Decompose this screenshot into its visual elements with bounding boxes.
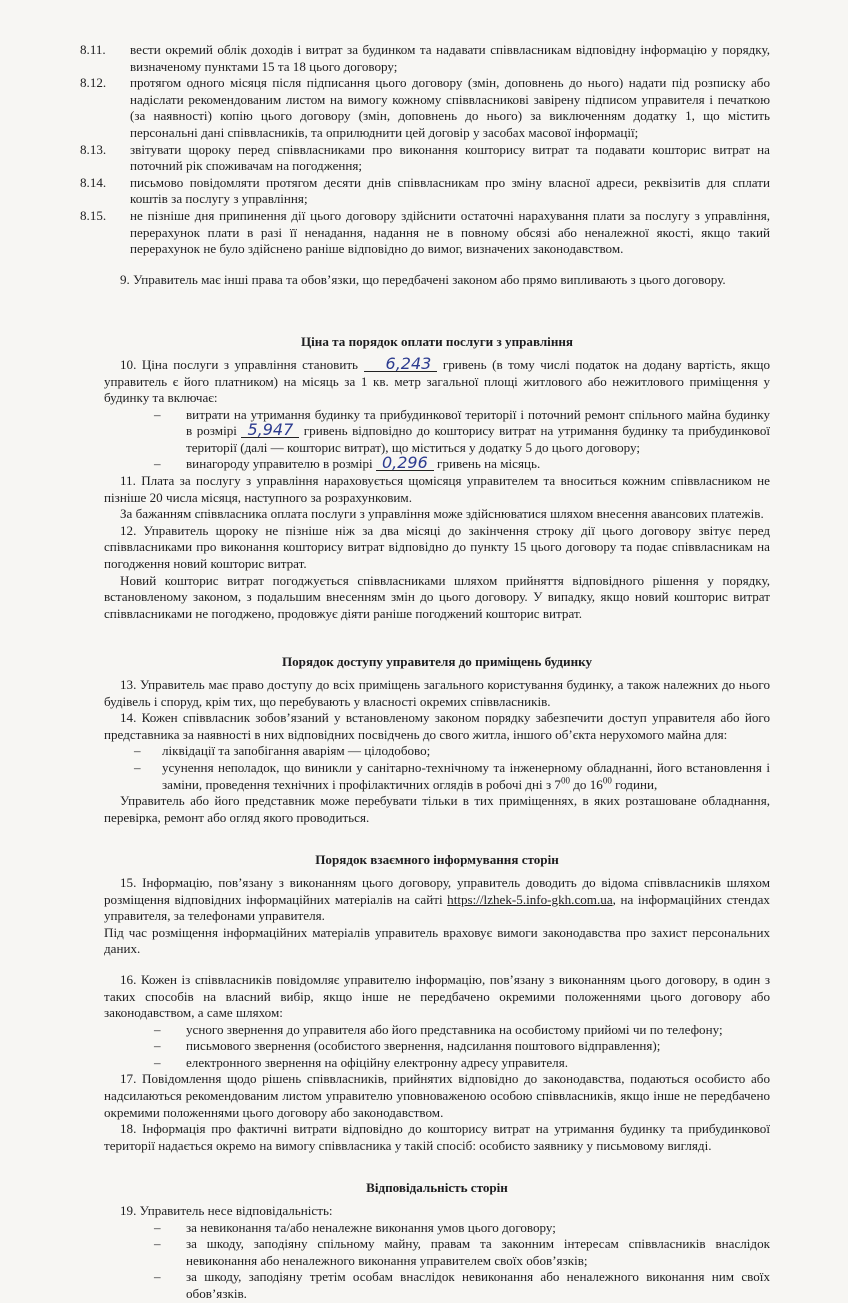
resp-bullet-property-damage [104, 1236, 770, 1269]
resp-bullet-nonperformance [104, 1220, 770, 1237]
clause-11-advance: За бажанням співвласника оплата послуги з управління може здійснюватися шляхом внесення авансових платежів. [120, 506, 764, 522]
bullet-text: за шкоду, заподіяну третім особам внаслідок невиконання або неналежного виконання ним своїх обов’язків. [186, 1269, 770, 1301]
info-bullet-oral [104, 1022, 770, 1039]
clause-text: вести окремий облік доходів і витрат за будинком та надавати співвласникам відповідну інформацію у порядку, визначеному пунктами 15 та 18 цього договору; [130, 42, 770, 74]
dash-marker: – [154, 1269, 161, 1285]
clause-15-privacy: Під час розміщення інформаційних матеріалів управитель враховує вимоги законодавства про захист персональних даних. [104, 924, 770, 957]
clause-16: 16. Кожен із співвласників повідомляє управителю інформацію, пов’язану з виконанням цього договору, в один з таких способів на власний вибір, якщо інше не передбачено окремими положеннями цього договору або законодавством, а саме шляхом: [104, 971, 770, 1021]
dash-marker: – [154, 456, 161, 472]
clause-17: 17. Повідомлення щодо рішень співвласників, прийнятих відповідно до законодавства, подаються особисто або надсилаються рекомендованим листом управителю уповноваженою особою співвласників, якщо інше не передбачено окремими положеннями цього договору або законодавством. [104, 1071, 770, 1120]
clause-9: 9. Управитель має інші права та обов’язки, що передбачені законом або прямо випливають з цього договору. [120, 271, 726, 287]
bullet-text: витрати на утримання будинку та прибудинкової території і поточний ремонт спільного майна будинку в розмірі [186, 406, 770, 439]
bullet-text: за невиконання та/або неналежне виконання умов цього договору; [186, 1219, 556, 1235]
clause-18: 18. Інформація про фактичні витрати відповідно до кошторису витрат на утримання будинку та прибудинкової території надається окремо на вимогу співвласника у такій спосіб: особисто заявнику у письмовому вигляді. [104, 1121, 770, 1153]
dash-marker: – [134, 743, 141, 759]
dash-marker: – [154, 1236, 161, 1252]
clause-12: 12. Управитель щороку не пізніше ніж за два місяці до закінчення строку дії цього договору звітує перед співвласниками про виконання кошторису витрат відповідно до пункту 15 цього договору та подає співвласникам на погодження новий кошторис витрат. [104, 522, 770, 572]
dash-marker: – [154, 1038, 161, 1054]
time-superscript: 00 [602, 775, 612, 786]
clause-13: 13. Управитель має право доступу до всіх приміщень загального користування будинку, а також належних до нього будівель і споруд, крім тих, що перебувають у власності окремих співвласників. [104, 677, 770, 709]
clause-number: 8.11. [80, 42, 106, 57]
bullet-text: письмового звернення (особистого звернення, надсилання поштового відправлення); [186, 1038, 661, 1054]
clause-14-limits: Управитель або його представник може перебувати тільки в тих приміщеннях, в яких розташоване обладнання, перевірка, ремонт або огляд якого проводиться. [104, 793, 770, 825]
section-heading-price: Ціна та порядок оплати послуги з управління [300, 334, 573, 350]
access-bullet-emergency [104, 743, 770, 760]
clause-text: , на інформаційних стендах управителя, за телефонами управителя. [104, 891, 770, 924]
handwritten-reward: 0,296 [376, 456, 434, 471]
clause-14: 14. Кожен співвласник зобов’язаний у встановленому законом порядку забезпечити доступ управителя або його представника за наявності в них відповідних посвідчень до свого житла, іншого об’єкта нерухомого майна для: [104, 710, 770, 742]
dash-marker: – [134, 759, 141, 775]
clause-8-15 [80, 207, 770, 258]
clause-8-list [80, 42, 770, 258]
clause-number: 8.13. [80, 141, 107, 157]
clause-number: 8.14. [80, 174, 107, 190]
time-superscript: 00 [560, 775, 570, 786]
bullet-text: гривень на місяць. [437, 456, 541, 472]
clause-text: не пізніше дня припинення дії цього договору здійснити остаточні нарахування плати за послугу з управління, перерахунок плати в разі її ненадання, надання не в повному обсязі або неналежної якості, якщо такий перерахунок не було здійснено раніше відповідно до вимог, визначених законодавством. [130, 207, 770, 257]
section-heading-access: Порядок доступу управителя до приміщень будинку [281, 654, 593, 670]
clause-number: 8.15. [80, 207, 107, 223]
bullet-text: години, [611, 776, 658, 792]
bullet-text: винагороду управителю в розмірі [186, 456, 373, 472]
bullet-text: електронного звернення на офіційну електронну адресу управителя. [186, 1054, 568, 1070]
clause-12-new-estimate: Новий кошторис витрат погоджується співвласниками шляхом прийняття відповідного рішення у порядку, встановленому законом, з подальшим внесенням змін до цього договору. У випадку, якщо новий кошторис витрат співвласниками не погоджено, продовжує діяти раніше погоджений кошторис витрат. [104, 572, 770, 621]
dash-marker: – [154, 1054, 161, 1070]
price-bullet-reward [104, 453, 770, 473]
clause-8-14 [80, 174, 770, 208]
bullet-text: усного звернення до управителя або його представника на особистому прийомі чи по телефону; [186, 1021, 723, 1037]
clause-text: гривень (в тому числі податок на додану вартість, якщо управитель є його платником) на місяць за 1 кв. метр загальної площі житлового або нежитлового приміщення у будинку та включає: [104, 356, 771, 406]
clause-19: 19. Управитель несе відповідальність: [120, 1203, 333, 1219]
access-bullet-repair [104, 760, 770, 793]
info-bullet-written [104, 1038, 770, 1055]
clause-8-12 [80, 75, 770, 141]
clause-8-11 [80, 42, 770, 75]
clause-10 [104, 353, 771, 407]
dash-marker: – [154, 1021, 161, 1037]
bullet-text: усунення неполадок, що виникли у санітарно-технічному та інженерному обладнанні, його встановлення і заміни, проведення технічних і профілактичних оглядів в робочі дні з 7 [162, 759, 770, 792]
handwritten-maintenance-cost: 5,947 [241, 423, 299, 438]
clause-number: 8.12. [80, 75, 107, 91]
handwritten-price: 6,243 [364, 357, 438, 372]
price-bullet-maintenance [104, 407, 770, 457]
bullet-text: за шкоду, заподіяну спільному майну, правам та законним інтересам співвласників внаслідок невиконання або неналежного виконання управителем своїх обов’язків; [186, 1236, 770, 1268]
resp-bullet-third-party-damage [104, 1269, 770, 1302]
bullet-text: до 16 [569, 776, 603, 792]
website-link[interactable]: https://lzhek-5.info-gkh.com.ua [447, 891, 613, 907]
clause-11: 11. Плата за послугу з управління нараховується щомісяця управителем та вноситься кожним співвласником не пізніше 20 числа місяця, наступного за розрахунковим. [104, 473, 770, 505]
clause-text: 15. Інформацію, пов’язану з виконанням цього договору, управитель доводить до відома співвласників шляхом розміщення відповідних інформаційних матеріалів на сайті [104, 874, 770, 907]
clause-15 [104, 875, 770, 925]
dash-marker: – [154, 1219, 161, 1235]
clause-text: письмово повідомляти протягом десяти днів співвласникам про зміну власної адреси, реквізитів для сплати коштів за послугу з управління; [130, 174, 770, 207]
info-bullet-electronic [104, 1055, 770, 1072]
bullet-text: гривень відповідно до кошторису витрат на утримання будинку та прибудинкової території (далі — кошторис витрат), що міститься у додатку 5 до цього договору; [186, 423, 771, 455]
clause-text: звітувати щороку перед співвласниками про виконання кошторису витрат та подавати кошторис витрат на поточний рік споживачам на погодження; [130, 141, 770, 174]
section-heading-info: Порядок взаємного інформування сторін [315, 852, 559, 868]
clause-text: 10. Ціна послуги з управління становить [120, 356, 359, 372]
section-heading-responsibility: Відповідальність сторін [366, 1180, 508, 1196]
bullet-text: ліквідації та запобігання аваріям — цілодобово; [162, 743, 431, 759]
clause-8-13 [80, 141, 770, 175]
dash-marker: – [154, 406, 161, 422]
clause-text: протягом одного місяця після підписання цього договору (змін, доповнень до нього) надати під розписку або надіслати рекомендованим листом на вимогу кожному співвласникові завірену підписом управителя і печаткою (за наявності) копію цього договору (змін, доповнень до нього) за виключенням додатку 1, що містить персональні дані співвласників, та оприлюднити цей договір у засобах масової інформації; [130, 75, 770, 140]
